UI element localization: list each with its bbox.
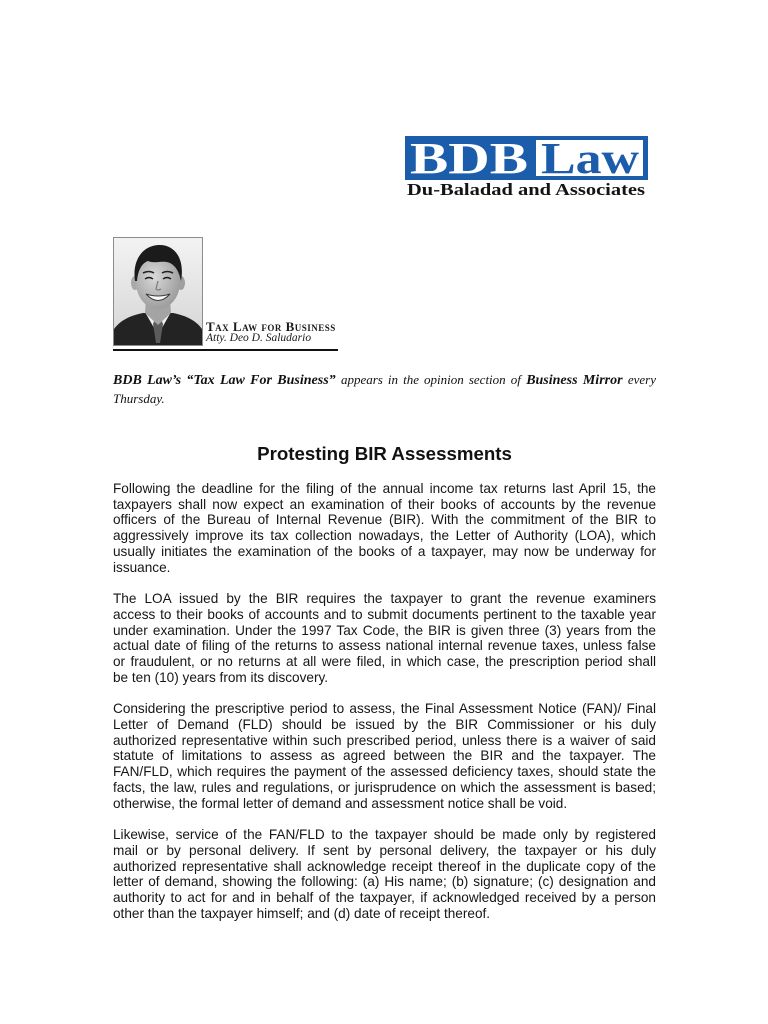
column-title: Tax Law for Business	[206, 319, 336, 334]
text-line: mail or by personal delivery. If sent by personal delivery, the taxpayer or his duly	[113, 842, 656, 858]
column-announcement	[113, 371, 656, 409]
author-photo	[113, 237, 203, 346]
announcement-schedule: every Thursday.	[113, 372, 657, 406]
paragraph-4	[113, 827, 656, 921]
author-name: Atty. Deo D. Saludario	[206, 332, 312, 344]
text-line: facts, the law, rules and regulations, or jurisprudence on which the assessment is based;	[113, 779, 656, 795]
text-line: FAN/FLD, which requires the payment of the assessed deficiency taxes, should state the	[113, 764, 656, 780]
column-name: BDB Law’s “Tax Law For Business”	[113, 373, 336, 388]
article-body	[113, 481, 656, 937]
paragraph-2	[113, 591, 656, 685]
text-line: Considering the prescriptive period to assess, the Final Assessment Notice (FAN)/ Final	[113, 701, 656, 717]
text-line: authorized representative shall acknowledge receipt thereof in the duplicate copy of the	[113, 858, 656, 874]
firm-logo	[404, 135, 650, 201]
text-line: actual date of filing of the returns to assess national internal revenue taxes, unless false	[113, 638, 656, 654]
text-line: or fraudulent, or no returns at all were filed, in which case, the prescription period shall	[113, 654, 656, 670]
text-line: officers of the Bureau of Internal Revenue (BIR). With the commitment of the BIR to	[113, 512, 656, 528]
text-line: authorized representative within such prescribed period, unless there is a waiver of said	[113, 732, 656, 748]
text-line: letter of demand, showing the following: (a) His name; (b) signature; (c) designation and	[113, 874, 656, 890]
publication-name: Business Mirror	[526, 373, 623, 388]
article-title: Protesting BIR Assessments	[257, 443, 512, 464]
text-line: Letter of Demand (FLD) should be issued by the BIR Commissioner or his duly	[113, 717, 656, 733]
byline-rule	[113, 349, 338, 351]
text-line: Following the deadline for the filing of the annual income tax returns last April 15, the	[113, 481, 656, 496]
text-line: aggressively improve its tax collection nowadays, the Letter of Authority (LOA), which	[113, 528, 656, 544]
text-line: issuance.	[113, 559, 171, 575]
text-line: otherwise, the formal letter of demand and assessment notice shall be void.	[113, 795, 568, 811]
announcement-text: appears in the opinion section of	[340, 372, 521, 387]
text-line: authority to act for and in behalf of the taxpayer, if acknowledged received by a person	[113, 890, 656, 906]
text-line: taxpayers shall now expect an examination of their books of accounts by the revenue	[113, 496, 656, 512]
text-line: usually initiates the examination of the books of a taxpayer, may now be underway for	[113, 543, 656, 559]
logo-firm-name: Du-Baladad and Associates	[407, 180, 646, 199]
logo-brand-right: Law	[541, 135, 640, 183]
text-line: statute of limitations to assess as agreed between the BIR and the taxpayer. The	[113, 748, 656, 764]
text-line: Likewise, service of the FAN/FLD to the taxpayer should be made only by registered	[113, 827, 656, 843]
text-line: The LOA issued by the BIR requires the taxpayer to grant the revenue examiners	[113, 591, 656, 607]
logo-brand-left: BDB	[410, 135, 528, 183]
text-line: under examination. Under the 1997 Tax Code, the BIR is given three (3) years from the	[113, 622, 656, 638]
text-line: be ten (10) years from its discovery.	[113, 669, 329, 685]
text-line: other than the taxpayer himself; and (d) date of receipt thereof.	[113, 905, 491, 921]
paragraph-1	[113, 481, 656, 575]
text-line: access to their books of accounts and to submit documents pertinent to the taxable year	[113, 606, 656, 622]
paragraph-3	[113, 701, 656, 811]
